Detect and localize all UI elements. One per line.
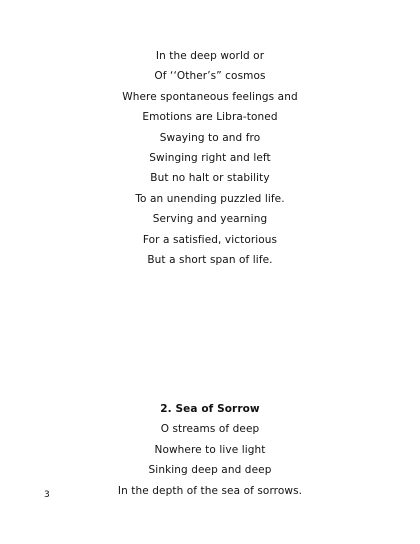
poem-sea-of-sorrow — [0, 399, 420, 501]
poem-line: Swinging right and left — [149, 151, 271, 164]
poem-line: In the depth of the sea of sorrows. — [117, 484, 303, 497]
poem-line: But no halt or stability — [150, 172, 270, 185]
poem-line: Swaying to and fro — [159, 131, 261, 144]
poem-line: For a satisfied, victorious — [142, 233, 278, 246]
poem-line: Emotions are Libra-toned — [142, 111, 278, 124]
poem-line: To an unending puzzled life. — [135, 192, 285, 205]
poem-line: In the deep world or — [155, 50, 265, 62]
poem-line: Of ‘‘Other’s” cosmos — [154, 70, 266, 83]
poem-continuation — [0, 46, 420, 270]
poem-line: O streams of deep — [160, 423, 260, 436]
poem-line: Where spontaneous feelings and — [122, 90, 298, 103]
poem-title: 2. Sea of Sorrow — [160, 403, 260, 415]
poem-line: Serving and yearning — [152, 213, 268, 226]
poem-line: Nowhere to live light — [154, 443, 266, 456]
poem-line: Sinking deep and deep — [148, 464, 272, 477]
page-number: 3 — [44, 490, 50, 500]
poem-line: But a short span of life. — [147, 253, 273, 266]
